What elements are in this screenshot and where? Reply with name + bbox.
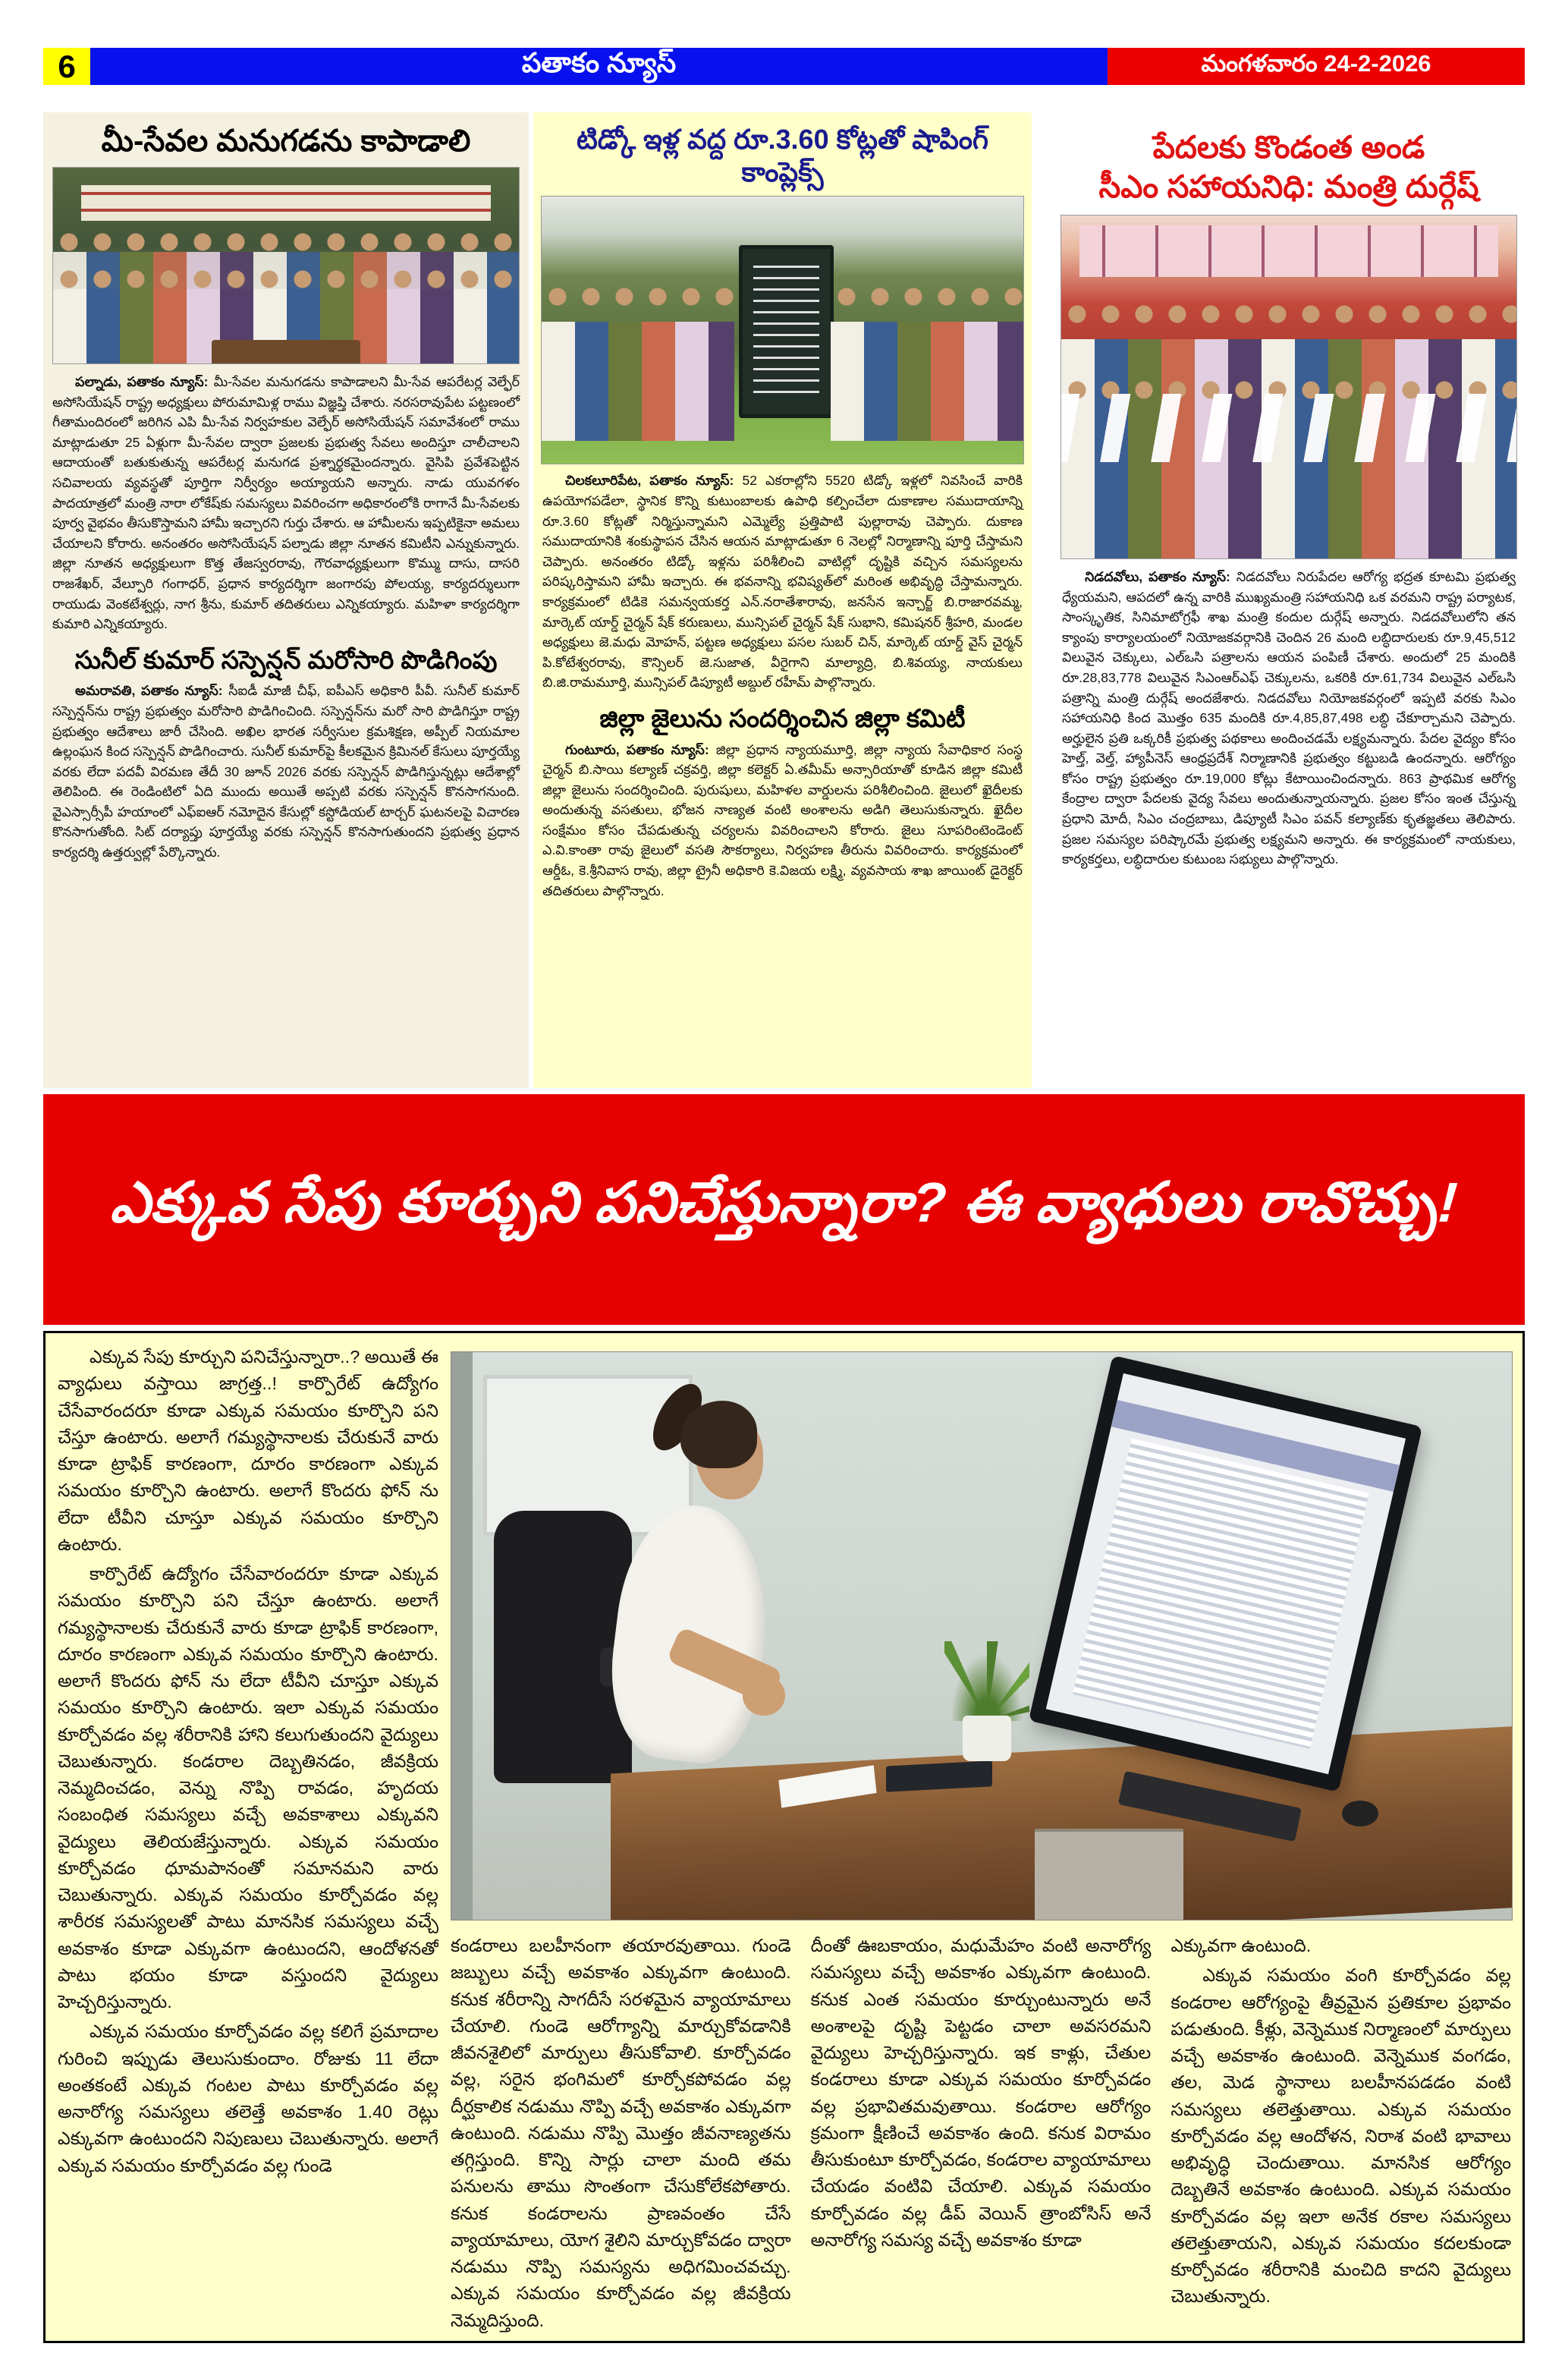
body-text-tidco: 52 ఎకరాల్లోని 5520 టిడ్కో ఇళ్లలో నివసించే వారికి ఉపయోగపడేలా, స్థానిక కొన్ని కుటుంబాలకు ఉపాధి కల్పించేలా దుకాణాల సముదాయాన్ని రూ.3.60 కోట్లతో నిర్మిస్తున్నామని ఎమ్మెల్యే ప్రత్తిపాటి పుల్లారావు చెప్పారు. దుకాణ సముదాయానికి శంకుస్థాపన చేసిన ఆయన మాట్లాడుతూ 6 నెలల్లో నిర్మాణాన్ని పూర్తి చేస్తామని చెప్పారు. అనంతరం టిడ్కో ఇళ్లను పరిశీలించి వాటిల్లో దృష్టికి వచ్చిన సమస్యలను పరిష్కరిస్తామని హామీ ఇచ్చారు. ఈ భవనాన్ని భవిష్యత్‌లో మరింత అభివృద్ధి చేస్తామన్నారు. కార్యక్రమంలో టిడికె సమన్వయకర్త ఎన్.నరాతేశారావు, జనసేన ఇన్చార్జ్ బి.రాజారవమ్మ, మార్కెట్ యార్డ్ చైర్మన్ షేక్ కరుణులు, మున్సిపల్ చైర్మన్ షేక్ సుభాని, కమిషనర్ శ్రీహరి, మండల అధ్యక్షులు జె.మధు మోహన్, పట్టణ అధ్యక్షులు పసల సుబర్ చిన్, మార్కెట్ యార్డ్ వైస్ చైర్మన్ పి.కోటేశ్వరరావు, కౌన్సిలర్ జె.సుజాత, వీరైగాని మాల్యాద్రి, బి.శివయ్య, నాయకులు బి.జి.రామమూర్తి, మున్సిపల్ డిప్యూటీ అబ్దుల్ రహీమ్ పాల్గొన్నారు. — [542, 473, 1023, 690]
plant-pot — [963, 1716, 1011, 1761]
article-tidco — [533, 112, 1032, 1088]
page-number: 6 — [43, 48, 90, 85]
feature-paragraph: ఎక్కువ సేపు కూర్చుని పనిచేస్తున్నారా..? అయితే ఈ వ్యాధులు వస్తాయి జాగ్రత్త..! కార్పొరేట్ ఉద్యోగం చేసేవారందరూ కూడా ఎక్కువ సమయం కూర్చొని పని చేస్తూ ఉంటారు. అలాగే గమ్యస్థానాలకు చేరుకునే వారు కూడా ట్రాఫిక్ కారణంగా, దూరం కారణంగా ఎక్కువ సమయం కూర్చొని ఉంటారు. అలాగే కొందరు ఫోన్ ను లేదా టీవీని చూస్తూ ఎక్కువ సమయం కూర్చొని ఉంటారు. — [58, 1347, 438, 1554]
feature-column-3 — [811, 1933, 1152, 2333]
feature-paragraph: ఎక్కువగా ఉంటుంది. — [1171, 1936, 1312, 1955]
dateline-sunil: అమరావతి, పతాకం న్యూస్: — [75, 683, 223, 699]
headline-mee-seva: మీ-సేవల మనుగడను కాపాడాలి — [101, 124, 471, 158]
meeseva-group-photo — [52, 167, 520, 364]
plaque-inauguration-photo — [541, 196, 1024, 464]
feature-column-2 — [451, 1933, 791, 2333]
feature-column-1 — [58, 1344, 438, 2330]
headline-jail: జిల్లా జైలును సందర్శించిన జిల్లా కమిటీ — [599, 703, 966, 732]
stage-table — [212, 340, 360, 363]
feature-paragraph: ఎక్కువ సమయం కూర్చోవడం వల్ల కలిగే ప్రమాదాల గురించి ఇప్పుడు తెలుసుకుందాం. రోజుకు 11 లేదా అంతకంటే ఎక్కువ గంటల పాటు కూర్చోవడం వల్ల అనారోగ్య సమస్యలు తలెత్తే అవకాశం 1.40 రెట్లు ఎక్కువగా ఉంటుందని నిపుణులు చెబుతున్నారు. అలాగే ఎక్కువ సమయం కూర్చోవడం వల్ల గుండె — [58, 2021, 438, 2175]
crowd-torsos — [831, 322, 1023, 442]
feature-paragraph: ఎక్కువ సమయం వంగి కూర్చోవడం వల్ల కండరాల ఆరోగ్యంపై తీవ్రమైన ప్రతికూల ప్రభావం పడుతుంది. కీళ్లు, వెన్నెముక నిర్మాణంలో మార్పులు వచ్చే అవకాశం ఉంటుంది. వెన్నెముక వంగడం, తల, మెడ స్థానాలు బలహీనపడడం వంటి సమస్యలు తలెత్తుతాయి. ఎక్కువ సమయం కూర్చోవడం వల్ల ఆందోళన, నిరాశ వంటి భావాలు అభివృద్ధి చెందుతాయి. మానసిక ఆరోగ్యం దెబ్బతినే అవకాశం ఉంటుంది. ఎక్కువ సమయం కూర్చోవడం వల్ల ఇలా అనేక రకాల సమస్యలు తలెత్తుతాయని, ఎక్కువ సమయం కదలకుండా కూర్చోవడం శరీరానికి మంచిది కాదని వైద్యులు చెబుతున్నారు. — [1171, 1965, 1511, 2307]
body-tidco — [542, 470, 1023, 693]
crowd-right — [831, 277, 1023, 448]
body-text-sunil: సీఐడీ మాజీ చీఫ్, ఐపీఎస్ అధికారి పీవీ. సునీల్ కుమార్ సస్పెన్షన్‌ను రాష్ట్ర ప్రభుత్వం మరోసారి పొడిగించింది. సస్పెన్షన్‌ను మరో సారి పొడిగిస్తూ రాష్ట్ర ప్రభుత్వం ఆదేశాలు జారీ చేసింది. అఖిల భారత సర్వీసుల క్రమశిక్షణ, అప్పీల్ నియమాల ఉల్లంఘన కింద సస్పెన్షన్ పొడిగించారు. సునీల్ కుమార్‌పై కీలకమైన క్రిమినల్ కేసులు పూర్తయ్యే వరకు లేదా పదవీ విరమణ తేదీ 30 జూన్ 2026 వరకు సస్పెన్షన్ పొడిగిస్తున్నట్లు ఆదేశాల్లో తెలిపింది. ఈ రెండింటిలో ఏది ముందు అయితే అప్పటి వరకు సస్పెన్షన్ కొనసాగనుంది. వైఎస్సార్సీపీ హయాంలో ఎఫ్ఐఆర్ నమోదైన కేసుల్లో కస్టోడియల్ టార్చర్ ఘటనలపై విచారణ కొనసాగుతోంది. సిట్ దర్యాప్తు పూర్తయ్యే వరకు సస్పెన్షన్ కొనసాగుతుందని ప్రభుత్వ ప్రధాన కార్యదర్శి ఉత్తర్వుల్లో పేర్కొన్నారు. — [52, 683, 520, 860]
crowd-heads-back — [1061, 304, 1516, 326]
body-jail — [542, 740, 1023, 901]
plaque-engraving — [753, 266, 819, 398]
body-text-mee-seva: మీ-సేవల మనుగడను కాపాడాలని మీ-సేవ ఆపరేటర్ల వెల్ఫేర్ అసోసియేషన్ రాష్ట్ర అధ్యక్షులు పోరుమామిళ్ల రాము విజ్ఞప్తి చేశారు. నరసరావుపేట పట్టణంలో గీతామందిరంలో జరిగిన ఎపి మీ-సేవ నిర్వహకుల వెల్ఫేర్ అసోసియేషన్ సమావేశంలో రాము మాట్లాడుతూ 25 ఏళ్లుగా మీ-సేవల ద్వారా ప్రజలకు ప్రభుత్వ సేవలు అందిస్తూ చాలీచాలని ఆదాయంతో బతుకుతున్న ఆపరేటర్ల మనుగడ ప్రశ్నార్థకమైందన్నారు. వైసిపి ప్రవేశపెట్టిన సచివాలయ వ్యవస్థతో పూర్తిగా నిర్వీర్యం అయ్యాయని అన్నారు. నాడు యువగళం పాదయాత్రలో మంత్రి నారా లోకేష్‌కు సమస్యలు వివరించగా అధికారంలోకి రాగానే మీ-సేవలకు పూర్వ వైభవం తీసుకొస్తామని హామీ ఇచ్చారని గుర్తు చేశారు. ఆ హామీలను ఇప్పటికైనా అమలు చేయాలని కోరారు. అనంతరం అసోసియేషన్ పల్నాడు జిల్లా నూతన కమిటీని ఎన్నుకున్నారు. జిల్లా నూతన అధ్యక్షులుగా కొత్త తేజస్వరరావు, గౌరవాధ్యక్షులుగా కొమ్ము దాసు, దాసరి రాజశేఖర్, వేల్పూరి గంగాధర్, ప్రధాన కార్యదర్శిగా జంగారపు పోలయ్య, కార్యదర్శులుగా రాయుడు వెంకటేశ్వర్లు, నాగ శ్రీను, కుమార్ తదితరులు ఎన్నికయ్యారు. మహిళా కార్యదర్శిగా కుమారి ఎన్నికయ్యారు. — [52, 374, 520, 632]
wall-pillar — [451, 1352, 473, 1920]
dateline-cm-fund: నిడదవోలు, పతాకం న్యూస్: — [1085, 568, 1230, 584]
crowd-heads-back — [53, 232, 519, 253]
feature-column-4 — [1171, 1933, 1511, 2333]
date-label: మంగళవారం 24-2-2026 — [1108, 48, 1525, 85]
office-backpain-photo — [451, 1351, 1513, 1920]
feature-banner — [43, 1094, 1525, 1325]
feature-paragraph: కండరాలు బలహీనంగా తయారవుతాయి. గుండె జబ్బులు వచ్చే అవకాశం ఎక్కువగా ఉంటుంది. కనుక శరీరాన్ని సాగదీసే సరళమైన వ్యాయామాలు చేయాలి. గుండె ఆరోగ్యాన్ని మార్చుకోవడానికి జీవనశైలిలో మార్పులు తీసుకోవాలి. కూర్చోవడం వల్ల, సరైన భంగిమలో కూర్చోకపోవడం వల్ల దీర్ఘకాలిక నడుము నొప్పి వచ్చే అవకాశం ఎక్కువగా ఉంటుంది. నడుము నొప్పి మొత్తం జీవనాణ్యతను తగ్గిస్తుంది. కొన్ని సార్లు చాలా మంది తమ పనులను తాము సొంతంగా చేసుకోలేకపోతారు. కనుక కండరాలను ప్రాణవంతం చేసే వ్యాయామాలు, యోగ శైలిని మార్చుకోవడం ద్వారా నడుము నొప్పి సమస్యను అధిగమించవచ్చు. ఎక్కువ సమయం కూర్చోవడం వల్ల జీవక్రియ నెమ్మదిస్తుంది. — [451, 1936, 791, 2330]
masthead-title: పతాకం న్యూస్ — [90, 48, 1108, 85]
stage-banner — [81, 185, 491, 220]
dateline-mee-seva: పల్నాడు, పతాకం న్యూస్: — [75, 374, 209, 389]
dateline-jail: గుంటూరు, పతాకం న్యూస్: — [565, 741, 709, 757]
body-text-cm-fund: నిడదవోలు నిరుపేదల ఆరోగ్య భద్రత కూటమి ప్రభుత్వ ధ్యేయమని, ఆపదలో ఉన్న వారికి ముఖ్యమంత్రి సహాయనిధి ఒక వరమని రాష్ట్ర పర్యాటక, సాంస్కృతిక, సినిమాటోగ్రఫీ శాఖ మంత్రి కందుల దుర్గేష్ అన్నారు. నిడదవోలులోని తన క్యాంపు కార్యాలయంలో నియోజకవర్గానికి చెందిన 26 మంది లబ్ధిదారులకు రూ.9,45,512 విలువైన చెక్కులు, ఎల్ఒసి పత్రాలను ఆయన పంపిణీ చేశారు. అందులో 25 మందికి రూ.28,83,778 విలువైన సిఎంఆర్ఎఫ్ చెక్కులను, ఒకరికి రూ.61,734 విలువైన ఎల్ఒసి పత్రాన్ని మంత్రి దుర్గేష్ అందజేశారు. నిడదవోలు నియోజకవర్గంలో ఇప్పటి వరకు సిఎం సహాయనిధి కింద మొత్తం 635 మందికి రూ.4,85,87,498 లబ్ధి చేకూర్చామని చెప్పారు. అర్హులైన ప్రతి ఒక్కరికీ ప్రభుత్వ పథకాలు అందించడమే లక్ష్యమన్నారు. పేదల వైద్యం కోసం హెల్త్, వెల్త్, హ్యాపీనెస్ ఆంధ్రప్రదేశ్ నిర్మాణానికి ప్రభుత్వం కట్టుబడి ఉందన్నారు. ఆరోగ్యం కోసం రాష్ట్ర ప్రభుత్వం రూ.19,000 కోట్లు కేటాయించిందన్నారు. 863 ప్రాథమిక ఆరోగ్య కేంద్రాల ద్వారా పేదలకు వైద్య సేవలు అందుతున్నాయన్నారు. ప్రజల కోసం ఇంత చేస్తున్న ప్రధాని మోదీ, సిఎం చంద్రబాబు, డిప్యూటీ సిఎం పవన్ కల్యాణ్‌కు కృతజ్ఞతలు తెలిపారు. ప్రజల సమస్యల పరిష్కారమే ప్రభుత్వ లక్ష్యమని అన్నారు. ఈ కార్యక్రమంలో నాయకులు, కార్యకర్తలు, లబ్ధిదారుల కుటుంబ సభ్యులు పాల్గొన్నారు. — [1062, 568, 1516, 867]
dateline-tidco: చిలకలూరిపేట, పతాకం న్యూస్: — [565, 473, 734, 489]
desk-plant — [944, 1641, 1029, 1721]
crowd-left — [542, 277, 734, 448]
monitor-screen — [1045, 1373, 1405, 1774]
backdrop-banner — [1079, 225, 1498, 277]
mouse — [1342, 1801, 1378, 1826]
crowd-torsos — [542, 322, 734, 442]
held-cheques — [1061, 394, 1516, 462]
desk-drawer — [1035, 1829, 1183, 1920]
stone-plaque — [739, 245, 833, 418]
feature-bottom-columns — [451, 1933, 1511, 2333]
article-mee-seva — [43, 112, 529, 1088]
crowd-heads-front — [53, 269, 519, 291]
feature-paragraph: కార్పొరేట్ ఉద్యోగం చేసేవారందరూ కూడా ఎక్కువ సమయం కూర్చొని పని చేస్తూ ఉంటారు. అలాగే గమ్యస్థానాలకు చేరుకునే వారు కూడా ట్రాఫిక్ కారణంగా, దూరం కారణంగా ఎక్కువ సమయం కూర్చొని ఉంటారు. అలాగే కొందరు ఫోన్ ను లేదా టీవీని చూస్తూ ఎక్కువ సమయం కూర్చొని ఉంటారు. ఇలా ఎక్కువ సమయం కూర్చోవడం వల్ల శరీరానికి హాని కలుగుతుందని వైద్యులు చెబుతున్నారు. కండరాల దెబ్బతినడం, జీవక్రియ నెమ్మదించడం, వెన్ను నొప్పి రావడం, హృదయ సంబంధిత సమస్యలు వచ్చే అవకాశాలు ఎక్కువని వైద్యులు తెలియజేస్తున్నారు. ఎక్కువ సమయం కూర్చోవడం ధూమపానంతో సమానమని వారు చెబుతున్నారు. ఎక్కువ సమయం కూర్చోవడం వల్ల శారీరక సమస్యలతో పాటు మానసిక సమస్యలు వచ్చే అవకాశం కూడా ఎక్కువగా ఉంటుందని, ఆందోళనతో పాటు భయం కూడా వస్తుందని వైద్యులు హెచ్చరిస్తున్నారు. — [58, 1564, 438, 2012]
body-mee-seva — [52, 372, 520, 634]
crowd-heads — [831, 287, 1023, 308]
feature-article — [43, 1331, 1525, 2343]
body-cm-fund — [1062, 567, 1516, 870]
feature-banner-headline: ఎక్కువ సేపు కూర్చుని పనిచేస్తున్నారా? ఈ వ్యాధులు రావొచ్చు! — [108, 1171, 1461, 1234]
spreadsheet-rows — [1073, 1439, 1368, 1748]
headline-cm-fund-line2: సీఎం సహాయనిధి: మంత్రి దుర్గేష్ — [1098, 169, 1479, 205]
headline-sunil: సునీల్ కుమార్ సస్పెన్షన్ మరోసారి పొడిగింపు — [74, 645, 498, 674]
headline-cm-fund — [1064, 127, 1514, 207]
computer-monitor — [1029, 1355, 1423, 1791]
woman-hand-on-back — [743, 1675, 785, 1715]
body-sunil — [52, 681, 520, 862]
headline-tidco: టిడ్కో ఇళ్ల వద్ద రూ.3.60 కోట్లతో షాపింగ్ కాంప్లెక్స్ — [576, 124, 989, 188]
body-text-jail: జిల్లా ప్రధాన న్యాయమూర్తి, జిల్లా న్యాయ సేవాధికార సంస్థ చైర్మన్ బి.సాయి కల్యాణ్ చక్రవర్తి, జిల్లా కలెక్టర్ ఏ.తమీమ్ అన్సారియాతో కూడిన జిల్లా కమిటీ జిల్లా జైలును సందర్శించింది. పురుషులు, మహిళల వార్డులను పరిశీలించింది. జైలులో ఖైదీలకు అందుతున్న వసతులు, భోజన నాణ్యత వంటి అంశాలను అడిగి తెలుసుకున్నారు. ఖైదీల సంక్షేమం కోసం చేపడుతున్న చర్యలను వివరించాలని కోరారు. జైలు సూపరింటెండెంట్ ఎ.వి.కాంతా రావు జైలులో వసతి సౌకర్యాలు, నిర్వహణ తీరును వివరించారు. కార్యక్రమంలో ఆర్డీఓ, కె.శ్రీనివాస రావు, జిల్లా ట్రైనీ అధికారి కె.విజయ లక్ష్మి, వ్యవసాయ శాఖ జాయింట్ డైరెక్టర్ తదితరులు పాల్గొన్నారు. — [542, 741, 1023, 898]
feature-paragraph: దీంతో ఊబకాయం, మధుమేహం వంటి అనారోగ్య సమస్యలు వచ్చే అవకాశం ఎక్కువగా ఉంటుంది. కనుక ఎంత సమయం కూర్చుంటున్నారు అనే అంశాలపై దృష్టి పెట్టడం చాలా అవసరమని వైద్యులు హెచ్చరిస్తున్నారు. ఇక కాళ్లు, చేతుల కండరాలు కూడా ఎక్కువ సమయం కూర్చోవడం వల్ల ప్రభావితమవుతాయి. కండరాల ఆరోగ్యం క్రమంగా క్షీణించే అవకాశం ఉంది. కనుక విరామం తీసుకుంటూ కూర్చోవడం, కండరాల వ్యాయామాలు చేయడం వంటివి చేయాలి. ఎక్కువ సమయం కూర్చోవడం వల్ల డీప్ వెయిన్ త్రాంబోసిస్ అనే అనారోగ్య సమస్య వచ్చే అవకాశం కూడా — [810, 1936, 1152, 2250]
cheque-distribution-photo — [1061, 215, 1517, 559]
crowd-heads — [542, 287, 734, 308]
headline-cm-fund-line1: పేదలకు కొండంత అండ — [1152, 130, 1425, 165]
article-cm-fund — [1053, 112, 1525, 1088]
